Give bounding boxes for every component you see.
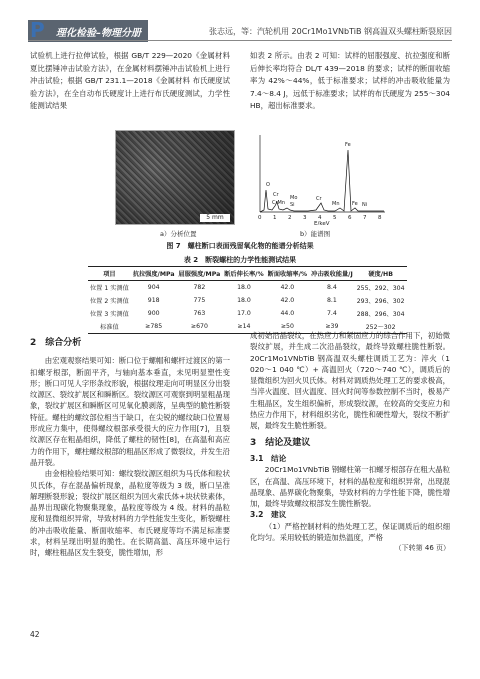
table-cell: ≥50 bbox=[280, 323, 294, 330]
sem-fracture-image bbox=[115, 130, 235, 225]
table-cell: ≥14 bbox=[237, 323, 251, 330]
table-cell: 位置 3 实测值 bbox=[90, 311, 129, 318]
paragraph: 成初始沿晶裂纹，在热应力和紧固应力的综合作用下，初始微裂纹扩展，并生成二次沿晶裂纹，最终导致螺柱脆性断裂。20Cr1Mo1VNbTiB 钢高温双头螺柱调质工艺为：淬火（1 020～1 040 ℃）+ 高温回火（720～740 ℃），调质后的显微组织为回火贝氏体。材料对调质热处理工艺的要求极高，当淬火温度、回火温度、回火时间等参数控制不当时，极易产生粗晶区，发生组织偏析，形成裂纹源，在较高的交变应力和热应力作用下，材料组织劣化，脆性和硬性增大，裂纹不断扩展，最终发生脆性断裂。 bbox=[250, 331, 450, 431]
col-header: 硬度/HB bbox=[368, 271, 393, 278]
table-cell: 位置 1 实测值 bbox=[90, 285, 129, 292]
x-tick: 2 bbox=[288, 215, 292, 221]
peak-label-ni: Ni bbox=[362, 202, 368, 208]
peak-label-mn: Mn bbox=[332, 201, 340, 207]
scale-bar: 5 mm bbox=[200, 214, 230, 222]
paragraph: （1）严格控制材料的热处理工艺，保证调质后的组织细化均匀。采用较低的锻造加热温度，严格 bbox=[250, 521, 450, 543]
table-cell: 位置 2 实测值 bbox=[90, 298, 129, 305]
x-axis-label: E/keV bbox=[314, 221, 330, 225]
table-cell: 标准值 bbox=[100, 324, 119, 331]
table-row bbox=[88, 281, 407, 295]
peak-label-fe2: Fe bbox=[352, 201, 358, 207]
eds-spectrum-svg bbox=[250, 130, 390, 225]
table-cell: 900 bbox=[147, 310, 160, 317]
header-rule bbox=[28, 40, 452, 41]
peak-label-fe: Fe bbox=[345, 142, 351, 148]
table-cell: 7.4 bbox=[326, 310, 337, 317]
peak-label-crmn: CrMn bbox=[272, 200, 286, 206]
continuation-note: （下转第 46 页） bbox=[394, 544, 450, 553]
table-cell: 18.0 bbox=[237, 297, 251, 304]
x-tick: 7 bbox=[363, 215, 367, 221]
eds-spectrum bbox=[250, 130, 390, 225]
x-tick: 4 bbox=[318, 215, 322, 221]
paragraph: 由宏观观察结果可知：断口位于螺帽和螺杆过渡区的第一扣螺牙根部，断面平齐，与轴向基本垂直，未见明显塑性变形；断口可见人字形条纹形貌，根据纹理走向可明显区分出裂纹源区、裂纹扩展区和瞬断区。裂纹源区可观察到明显粗晶现象，裂纹扩展区和瞬断区可见氧化膜剥落，呈典型的脆性断裂特征。螺柱的螺纹部位相当于缺口，在尖锐的螺纹缺口位置易形成应力集中，使得螺纹根部承受很大的应力作用[7]，且裂纹源区存在粗晶组织，降低了螺柱的韧性[8]，在高温和高应力的作用下，螺柱螺纹根部的粗晶区形成了微裂纹，并发生沿晶开裂。 bbox=[30, 356, 230, 467]
subsection-heading: 3.2 建议 bbox=[250, 510, 287, 520]
section-heading: 3 结论及建议 bbox=[250, 437, 311, 448]
right-body-column bbox=[250, 330, 450, 555]
figure-title: 图 7 螺柱断口表面残留氧化物的能谱分析结果 bbox=[166, 242, 314, 250]
table-row bbox=[88, 294, 407, 307]
table-cell: 18.0 bbox=[237, 284, 251, 291]
table-cell: 17.0 bbox=[237, 310, 251, 317]
x-tick: 3 bbox=[303, 215, 307, 221]
table-cell: 782 bbox=[193, 284, 206, 291]
table-cell: 42.0 bbox=[280, 297, 295, 304]
table-row bbox=[88, 307, 407, 320]
table-cell: 288、296、304 bbox=[356, 311, 405, 318]
table-cell: 44.0 bbox=[280, 310, 295, 317]
mechanical-properties-table bbox=[88, 266, 407, 334]
journal-logo-icon: P bbox=[30, 18, 45, 42]
caption-a: a）分析位置 bbox=[160, 230, 197, 238]
col-header: 断面收缩率/% bbox=[267, 271, 308, 278]
peak-label-cr2: Cr bbox=[316, 196, 322, 202]
paragraph: 如表 2 所示。由表 2 可知：试样的屈服强度、抗拉强度和断后伸长率均符合 DL/T 439—2018 的要求；试样的断面收缩率为 42%～44%，低于标准要求；试样的冲击吸收能量为 7.4～8.4 J，远低于标准要求；试样的布氏硬度为 255～304 HB，超出标准要求。 bbox=[250, 51, 450, 110]
page-number: 42 bbox=[30, 630, 40, 639]
running-head: 张志远，等：汽轮机用 20Cr1Mo1VNbTiB 钢高温双头螺柱断裂原因 bbox=[208, 27, 452, 36]
table-cell: 763 bbox=[193, 310, 206, 317]
right-top-text bbox=[250, 50, 450, 113]
x-tick: 6 bbox=[348, 215, 352, 221]
x-tick: 5 bbox=[333, 215, 337, 221]
subsection-heading: 3.1 结论 bbox=[250, 453, 287, 463]
table-cell: 918 bbox=[147, 297, 160, 304]
x-tick: 8 bbox=[378, 215, 382, 221]
col-header: 断后伸长率/% bbox=[224, 271, 264, 278]
table-cell: 42.0 bbox=[280, 284, 295, 291]
paragraph: 20Cr1Mo1VNbTiB 钢螺柱第一扣螺牙根部存在粗大晶粒区，在高温、高压环境下，材料的晶粒度和组织异常，出现混晶现象、晶界碳化物聚集，导致材料的力学性能下降，脆性增加，最终导致螺纹根部发生脆性断裂。 bbox=[250, 465, 450, 509]
col-header: 屈服强度/MPa bbox=[178, 271, 221, 278]
table-cell: ≥670 bbox=[190, 323, 208, 330]
x-tick: 0 bbox=[258, 215, 262, 221]
table-header-row bbox=[88, 267, 407, 281]
peak-label-o: O bbox=[266, 182, 270, 188]
table-cell: 8.1 bbox=[326, 297, 337, 304]
table-cell: ≥39 bbox=[325, 323, 339, 330]
left-top-text bbox=[30, 50, 230, 113]
section-heading: 2 综合分析 bbox=[30, 338, 82, 348]
table-cell: 775 bbox=[193, 297, 206, 304]
x-tick: 1 bbox=[273, 215, 277, 221]
table-title: 表 2 断裂螺柱的力学性能测试结果 bbox=[183, 256, 297, 264]
col-header: 抗拉强度/MPa bbox=[132, 271, 175, 278]
col-header: 冲击吸收能量/J bbox=[311, 271, 353, 278]
table-cell: 252～302 bbox=[365, 324, 396, 331]
journal-logo-text: 理化检验–物理分册 bbox=[56, 28, 141, 39]
table-cell: 293、296、302 bbox=[356, 298, 405, 305]
peak-label-si: Si bbox=[290, 202, 295, 208]
peak-label-cr: Cr bbox=[273, 192, 279, 198]
paragraph: 由金相检验结果可知：螺纹裂纹源区组织为马氏体和粒状贝氏体，存在混晶偏析现象，晶粒度等级为 3 级，断口呈准解理断裂形貌；裂纹扩展区组织为回火索氏体+块状铁素体，晶界出现碳化物聚集现象，晶粒度等级为 4 级。材料的晶粒度和显微组织异常，导致材料的力学性能发生变化，断裂螺柱的冲击吸收能量、断面收缩率、布氏硬度等均不满足标准要求，材料呈现出明显的脆性。在长期高温、高压环境中运行时，螺柱粗晶区发生裂变，脆性增加，形 bbox=[30, 469, 230, 558]
table-cell: 255、292、304 bbox=[356, 285, 405, 292]
peak-label-mo: Mo bbox=[290, 195, 298, 201]
caption-b: b）能谱图 bbox=[300, 230, 331, 238]
table-cell: 904 bbox=[147, 284, 160, 291]
left-body-column bbox=[30, 338, 230, 559]
table-cell: 8.4 bbox=[326, 284, 337, 291]
paragraph: 试验机上进行拉伸试验，根据 GB/T 229—2020《金属材料 夏比摆锤冲击试验方法》，在金属材料摆锤冲击试验机上进行冲击试验；根据 GB/T 231.1—2018《金属材料 布氏硬度试验方法》，在全自动布氏硬度计上进行布氏硬度测试，力学性能测试结果 bbox=[30, 51, 230, 110]
col-header: 项目 bbox=[103, 271, 116, 278]
table-cell: ≥785 bbox=[145, 323, 163, 330]
